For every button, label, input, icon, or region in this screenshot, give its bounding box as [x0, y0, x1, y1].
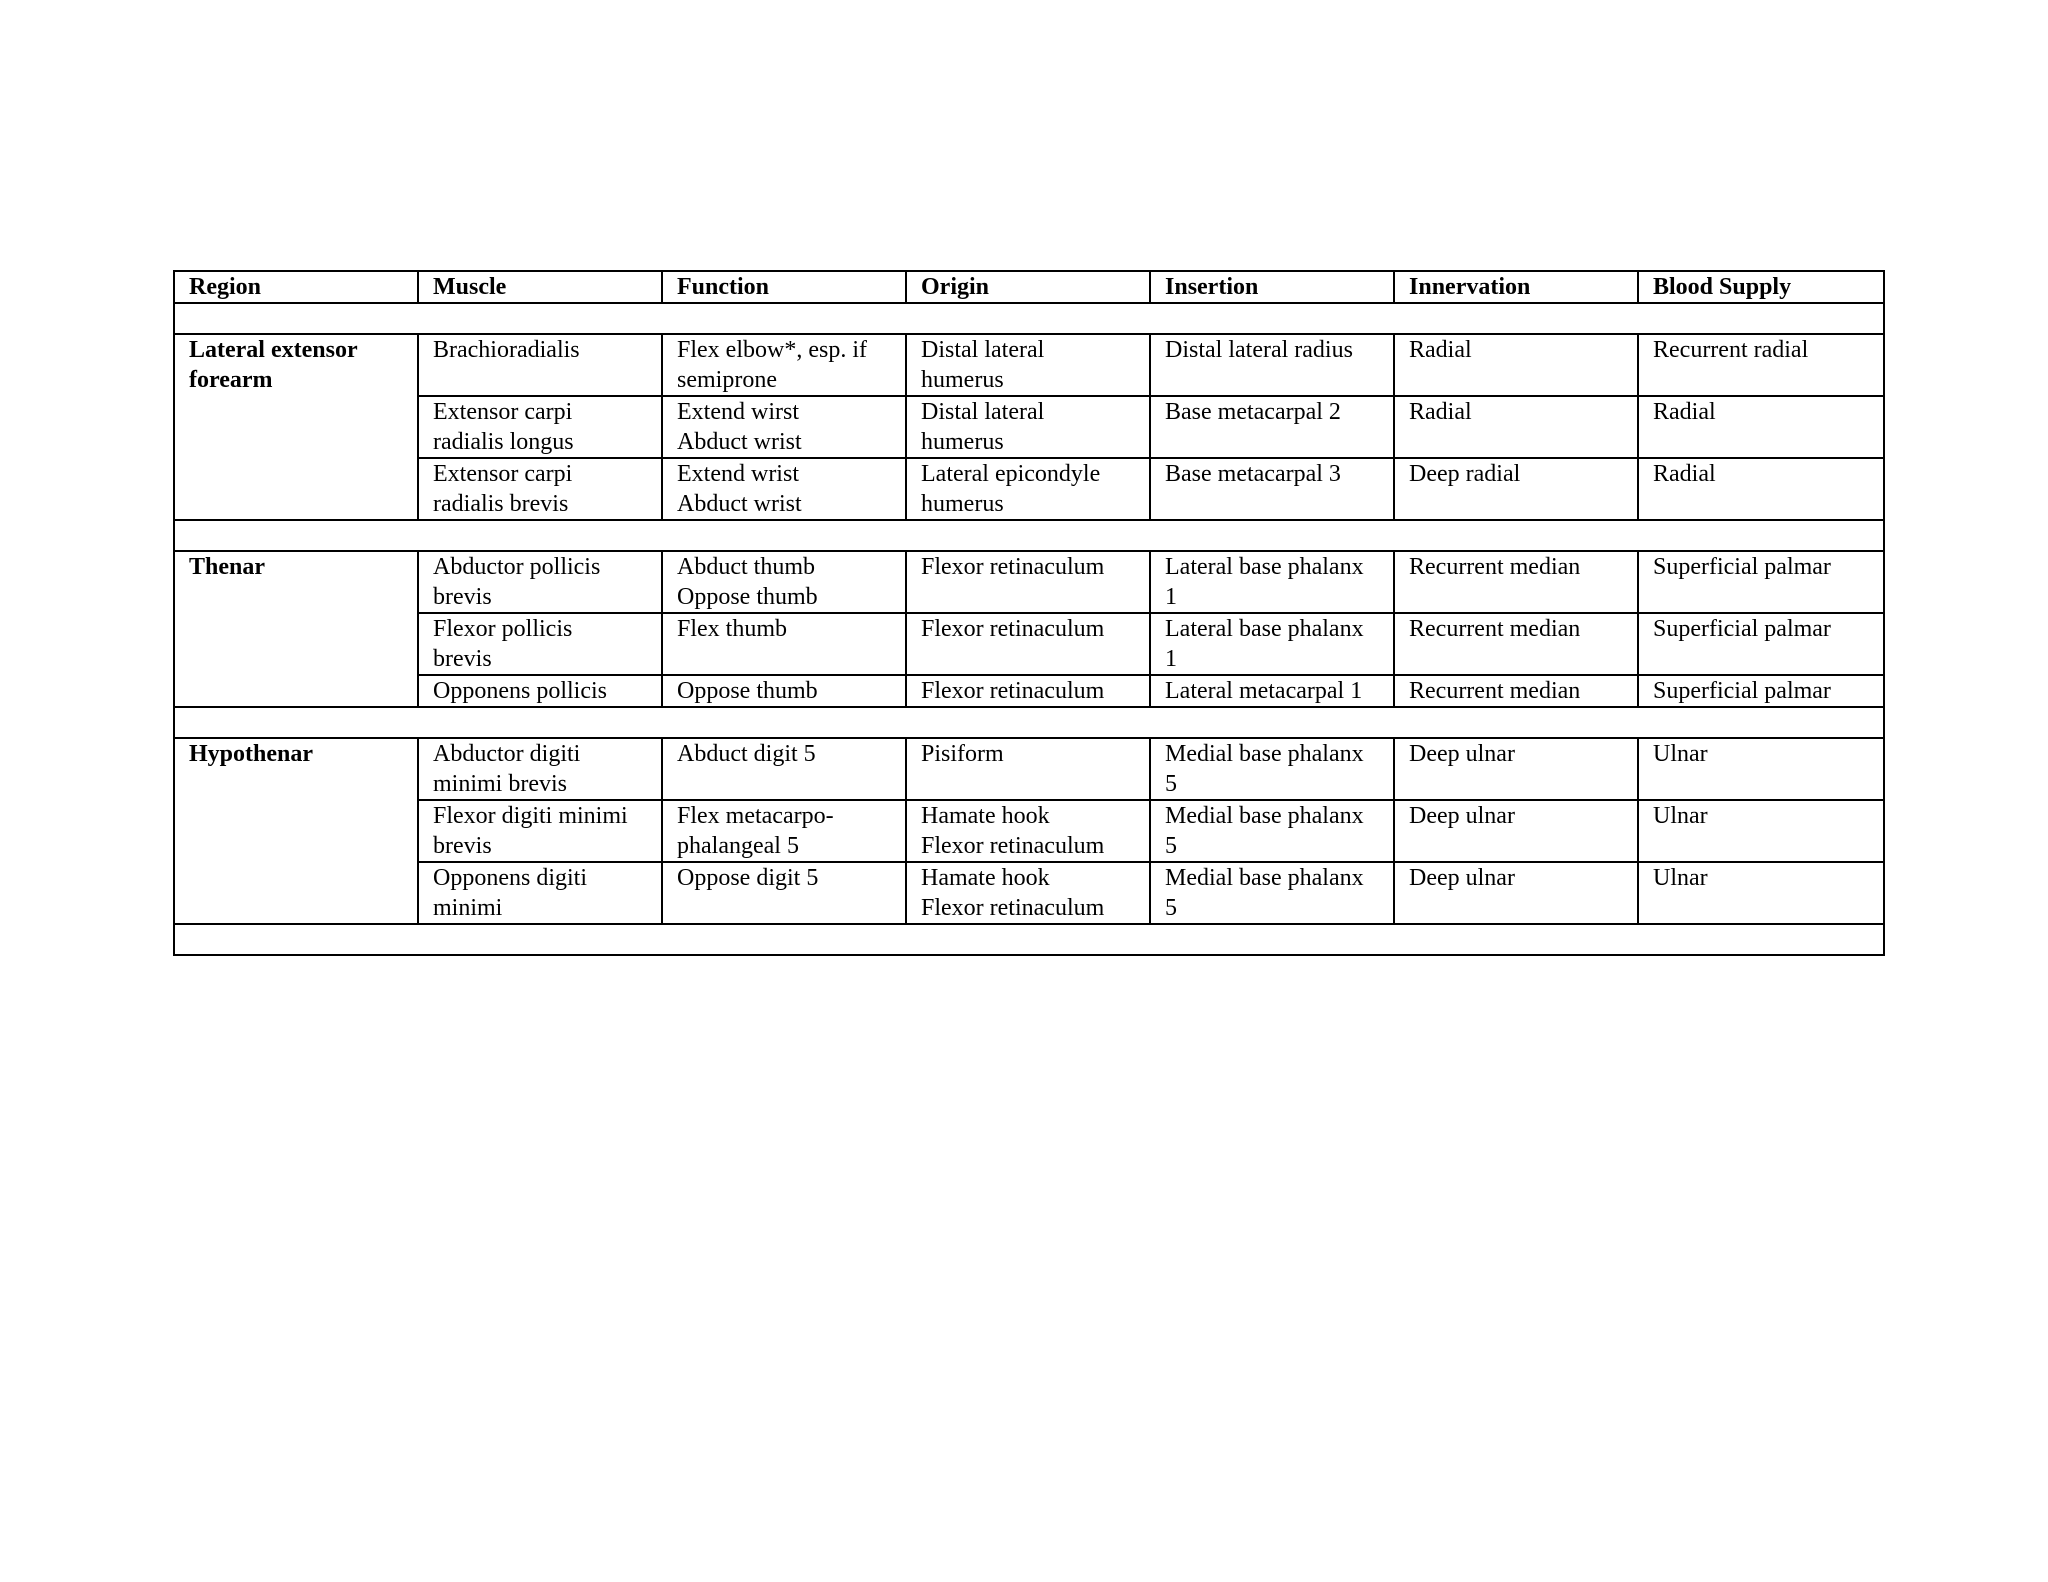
- spacer-cell: [174, 707, 1884, 738]
- origin-line: Flexor retinaculum: [921, 616, 1105, 642]
- insertion-line: Base metacarpal 3: [1165, 461, 1341, 487]
- muscle-cell: [418, 862, 662, 924]
- header-innervation: Innervation: [1394, 271, 1638, 303]
- blood-supply-line: Recurrent radial: [1653, 337, 1809, 363]
- insertion-cell: [1150, 613, 1394, 675]
- origin-line: Lateral epicondyle: [921, 461, 1101, 487]
- origin-line: humerus: [921, 429, 1004, 455]
- blood-supply-cell: [1638, 396, 1884, 458]
- muscle-line: minimi brevis: [433, 771, 567, 797]
- innervation-line: Deep ulnar: [1409, 865, 1515, 891]
- table-row: [174, 396, 1884, 458]
- region-line: Thenar: [189, 554, 266, 580]
- origin-line: Distal lateral: [921, 337, 1045, 363]
- blood-supply-cell: [1638, 862, 1884, 924]
- origin-cell: [906, 738, 1150, 800]
- spacer-cell: [174, 924, 1884, 955]
- blood-supply-line: Superficial palmar: [1653, 554, 1831, 580]
- origin-cell: [906, 862, 1150, 924]
- muscle-table: [173, 270, 1885, 956]
- muscle-line: Flexor digiti minimi: [433, 803, 628, 829]
- table-row: [174, 458, 1884, 520]
- function-line: semiprone: [677, 367, 777, 393]
- origin-cell: [906, 396, 1150, 458]
- insertion-cell: [1150, 396, 1394, 458]
- innervation-line: Recurrent median: [1409, 678, 1581, 704]
- muscle-line: Opponens digiti: [433, 865, 587, 891]
- origin-cell: [906, 800, 1150, 862]
- insertion-cell: [1150, 738, 1394, 800]
- blood-supply-cell: [1638, 613, 1884, 675]
- function-line: Abduct wrist: [677, 491, 802, 517]
- insertion-cell: [1150, 334, 1394, 396]
- origin-line: humerus: [921, 491, 1004, 517]
- header-row: [174, 271, 1884, 303]
- insertion-line: Lateral metacarpal 1: [1165, 678, 1363, 704]
- insertion-line: Medial base phalanx: [1165, 865, 1364, 891]
- table-row: [174, 613, 1884, 675]
- table-row: [174, 738, 1884, 800]
- muscle-line: Flexor pollicis: [433, 616, 573, 642]
- origin-cell: [906, 675, 1150, 707]
- spacer-cell: [174, 520, 1884, 551]
- spacer-row: [174, 303, 1884, 334]
- spacer-row: [174, 924, 1884, 955]
- insertion-line: Distal lateral radius: [1165, 337, 1353, 363]
- spacer-row: [174, 707, 1884, 738]
- insertion-cell: [1150, 800, 1394, 862]
- blood-supply-line: Ulnar: [1653, 865, 1708, 891]
- muscle-cell: [418, 613, 662, 675]
- region-cell: [174, 738, 418, 924]
- function-line: Oppose digit 5: [677, 865, 819, 891]
- innervation-cell: [1394, 862, 1638, 924]
- insertion-line: 5: [1165, 771, 1177, 797]
- muscle-cell: [418, 458, 662, 520]
- insertion-line: 1: [1165, 584, 1177, 610]
- innervation-cell: [1394, 334, 1638, 396]
- function-line: Abduct wrist: [677, 429, 802, 455]
- table-row: [174, 862, 1884, 924]
- innervation-cell: [1394, 458, 1638, 520]
- insertion-line: Medial base phalanx: [1165, 803, 1364, 829]
- muscle-line: radialis brevis: [433, 491, 569, 517]
- function-line: Extend wrist: [677, 461, 799, 487]
- function-line: Extend wirst: [677, 399, 799, 425]
- insertion-line: Lateral base phalanx: [1165, 616, 1364, 642]
- table-body: [174, 303, 1884, 955]
- header-region: Region: [174, 271, 418, 303]
- blood-supply-cell: [1638, 738, 1884, 800]
- blood-supply-cell: [1638, 551, 1884, 613]
- blood-supply-line: Superficial palmar: [1653, 678, 1831, 704]
- muscle-line: minimi: [433, 895, 503, 921]
- insertion-line: Base metacarpal 2: [1165, 399, 1341, 425]
- header-function: Function: [662, 271, 906, 303]
- muscle-cell: [418, 675, 662, 707]
- blood-supply-line: Superficial palmar: [1653, 616, 1831, 642]
- header-insertion: Insertion: [1150, 271, 1394, 303]
- muscle-line: Abductor pollicis: [433, 554, 601, 580]
- insertion-line: Medial base phalanx: [1165, 741, 1364, 767]
- function-line: Flex metacarpo-: [677, 803, 834, 829]
- function-cell: [662, 396, 906, 458]
- origin-line: humerus: [921, 367, 1004, 393]
- origin-line: Flexor retinaculum: [921, 833, 1105, 859]
- blood-supply-line: Radial: [1653, 461, 1716, 487]
- muscle-line: brevis: [433, 833, 492, 859]
- function-cell: [662, 551, 906, 613]
- innervation-line: Deep radial: [1409, 461, 1521, 487]
- muscle-line: Brachioradialis: [433, 337, 580, 363]
- origin-line: Flexor retinaculum: [921, 554, 1105, 580]
- function-cell: [662, 458, 906, 520]
- function-line: phalangeal 5: [677, 833, 799, 859]
- header-blood-supply: Blood Supply: [1638, 271, 1884, 303]
- spacer-cell: [174, 303, 1884, 334]
- innervation-line: Recurrent median: [1409, 554, 1581, 580]
- origin-line: Hamate hook: [921, 803, 1050, 829]
- table-row: [174, 800, 1884, 862]
- innervation-cell: [1394, 551, 1638, 613]
- function-line: Flex thumb: [677, 616, 788, 642]
- function-cell: [662, 862, 906, 924]
- spacer-row: [174, 520, 1884, 551]
- muscle-cell: [418, 334, 662, 396]
- insertion-cell: [1150, 675, 1394, 707]
- muscle-cell: [418, 551, 662, 613]
- region-cell: [174, 551, 418, 707]
- insertion-cell: [1150, 862, 1394, 924]
- innervation-line: Deep ulnar: [1409, 803, 1515, 829]
- insertion-line: 1: [1165, 646, 1177, 672]
- muscle-cell: [418, 396, 662, 458]
- blood-supply-cell: [1638, 458, 1884, 520]
- innervation-line: Radial: [1409, 337, 1472, 363]
- origin-line: Pisiform: [921, 741, 1004, 767]
- function-cell: [662, 613, 906, 675]
- function-line: Abduct digit 5: [677, 741, 816, 767]
- muscle-line: brevis: [433, 584, 492, 610]
- origin-line: Distal lateral: [921, 399, 1045, 425]
- origin-cell: [906, 613, 1150, 675]
- innervation-line: Recurrent median: [1409, 616, 1581, 642]
- muscle-cell: [418, 738, 662, 800]
- origin-line: Hamate hook: [921, 865, 1050, 891]
- innervation-cell: [1394, 396, 1638, 458]
- innervation-line: Radial: [1409, 399, 1472, 425]
- function-line: Flex elbow*, esp. if: [677, 337, 867, 363]
- muscle-cell: [418, 800, 662, 862]
- insertion-line: Lateral base phalanx: [1165, 554, 1364, 580]
- origin-cell: [906, 334, 1150, 396]
- blood-supply-line: Radial: [1653, 399, 1716, 425]
- muscle-line: brevis: [433, 646, 492, 672]
- origin-cell: [906, 551, 1150, 613]
- region-cell: [174, 334, 418, 520]
- function-cell: [662, 738, 906, 800]
- function-cell: [662, 334, 906, 396]
- insertion-line: 5: [1165, 833, 1177, 859]
- blood-supply-cell: [1638, 334, 1884, 396]
- innervation-line: Deep ulnar: [1409, 741, 1515, 767]
- blood-supply-cell: [1638, 675, 1884, 707]
- region-line: Lateral extensor: [189, 337, 358, 363]
- function-cell: [662, 800, 906, 862]
- muscle-line: Abductor digiti: [433, 741, 581, 767]
- insertion-line: 5: [1165, 895, 1177, 921]
- muscle-line: radialis longus: [433, 429, 574, 455]
- table-row: [174, 551, 1884, 613]
- function-cell: [662, 675, 906, 707]
- innervation-cell: [1394, 613, 1638, 675]
- origin-line: Flexor retinaculum: [921, 895, 1105, 921]
- innervation-cell: [1394, 800, 1638, 862]
- muscle-line: Opponens pollicis: [433, 678, 607, 704]
- region-line: Hypothenar: [189, 741, 314, 767]
- insertion-cell: [1150, 551, 1394, 613]
- table-row: [174, 675, 1884, 707]
- header-origin: Origin: [906, 271, 1150, 303]
- insertion-cell: [1150, 458, 1394, 520]
- origin-cell: [906, 458, 1150, 520]
- blood-supply-cell: [1638, 800, 1884, 862]
- region-line: forearm: [189, 367, 273, 393]
- blood-supply-line: Ulnar: [1653, 741, 1708, 767]
- muscle-line: Extensor carpi: [433, 399, 573, 425]
- innervation-cell: [1394, 738, 1638, 800]
- blood-supply-line: Ulnar: [1653, 803, 1708, 829]
- function-line: Oppose thumb: [677, 678, 818, 704]
- function-line: Abduct thumb: [677, 554, 815, 580]
- origin-line: Flexor retinaculum: [921, 678, 1105, 704]
- muscle-line: Extensor carpi: [433, 461, 573, 487]
- header-muscle: Muscle: [418, 271, 662, 303]
- function-line: Oppose thumb: [677, 584, 818, 610]
- table-row: [174, 334, 1884, 396]
- innervation-cell: [1394, 675, 1638, 707]
